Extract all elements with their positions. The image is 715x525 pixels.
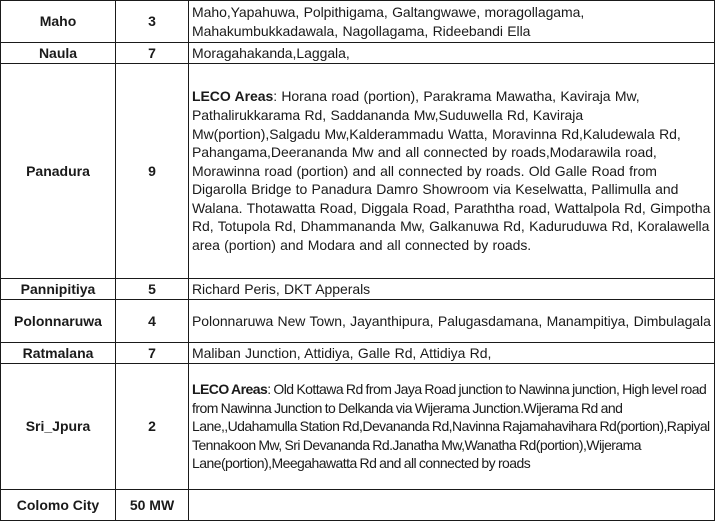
area-name-cell: Polonnaruwa <box>1 300 116 343</box>
area-name-cell: Sri_Jpura <box>1 364 116 490</box>
area-name-cell: Ratmalana <box>1 343 116 364</box>
count-cell: 3 <box>116 1 189 43</box>
leco-areas-label: LECO Areas <box>192 88 274 105</box>
table-row <box>1 64 715 279</box>
area-name-cell: Panadura <box>1 64 116 279</box>
description-cell <box>189 364 715 490</box>
description-text: : Old Kottawa Rd from Jaya Road junction to Nawinna junction, High level road from Nawinna Junction to Delkanda via Wijerama Junction.Wijerama Rd and Lane,,Udahamulla Station Rd,Devananda Rd,Navinna Rajamahavihara Rd(portion),Rapiyal Tennakoon Mw, Sri Devananda Rd.Janatha Mw,Wanatha Rd(portion),Wijerama Lane(portion),Meegahawatta Rd and all connected by roads <box>192 381 710 472</box>
area-name-cell: Naula <box>1 43 116 64</box>
leco-areas-label: LECO Areas <box>192 381 268 398</box>
table-row <box>1 279 715 300</box>
table-row <box>1 364 715 490</box>
table-row <box>1 1 715 43</box>
description-text: : Horana road (portion), Parakrama Mawatha, Kaviraja Mw, Pathalirukkarama Rd, Saddananda Mw,Suduwella Rd, Kaviraja Mw(portion),Salgadu Mw,Kalderammadu Watta, Moravinna Rd,Kaludewala Rd, Pahangama,Deerananda Mw and all connected by roads,Modarawila road, Morawinna road (portion) and all connected by roads. Old Galle Road from Digarolla Bridge to Panadura Damro Showroom via Keselwatta, Pallimulla and Walana. Thotawatta Road, Diggala Road, Paraththa road, Wattalpola Rd, Gimpotha Rd, Totupola Rd, Dhammananda Mw, Galkanuwa Rd, Kaduruduwa Rd, Koralawella area (portion) and Modara and all connected by roads. <box>192 88 711 254</box>
count-cell: 2 <box>116 364 189 490</box>
description-text: Moragahakanda,Laggala, <box>192 44 350 61</box>
description-cell <box>189 300 715 343</box>
count-cell: 5 <box>116 279 189 300</box>
count-cell: 7 <box>116 343 189 364</box>
description-cell <box>189 1 715 43</box>
table-row <box>1 300 715 343</box>
count-cell: 9 <box>116 64 189 279</box>
area-name-cell: Pannipitiya <box>1 279 116 300</box>
description-text: Maliban Junction, Attidiya, Galle Rd, Attidiya Rd, <box>192 344 492 361</box>
count-cell: 50 MW <box>116 490 189 521</box>
description-text: Maho,Yapahuwa, Polpithigama, Galtangwawe, moragollagama, Mahakumbukkadawala, Nagollagama, Rideebandi Ella <box>192 3 585 39</box>
table-row <box>1 43 715 64</box>
count-cell: 7 <box>116 43 189 64</box>
table-row <box>1 343 715 364</box>
description-cell <box>189 43 715 64</box>
description-cell <box>189 64 715 279</box>
description-cell <box>189 279 715 300</box>
area-name-cell: Colomo City <box>1 490 116 521</box>
description-text: Richard Peris, DKT Apperals <box>192 280 371 297</box>
table-row <box>1 490 715 521</box>
description-cell <box>189 490 715 521</box>
description-cell <box>189 343 715 364</box>
description-text: Polonnaruwa New Town, Jayanthipura, Palugasdamana, Manampitiya, Dimbulagala <box>192 312 711 329</box>
area-name-cell: Maho <box>1 1 116 43</box>
count-cell: 4 <box>116 300 189 343</box>
